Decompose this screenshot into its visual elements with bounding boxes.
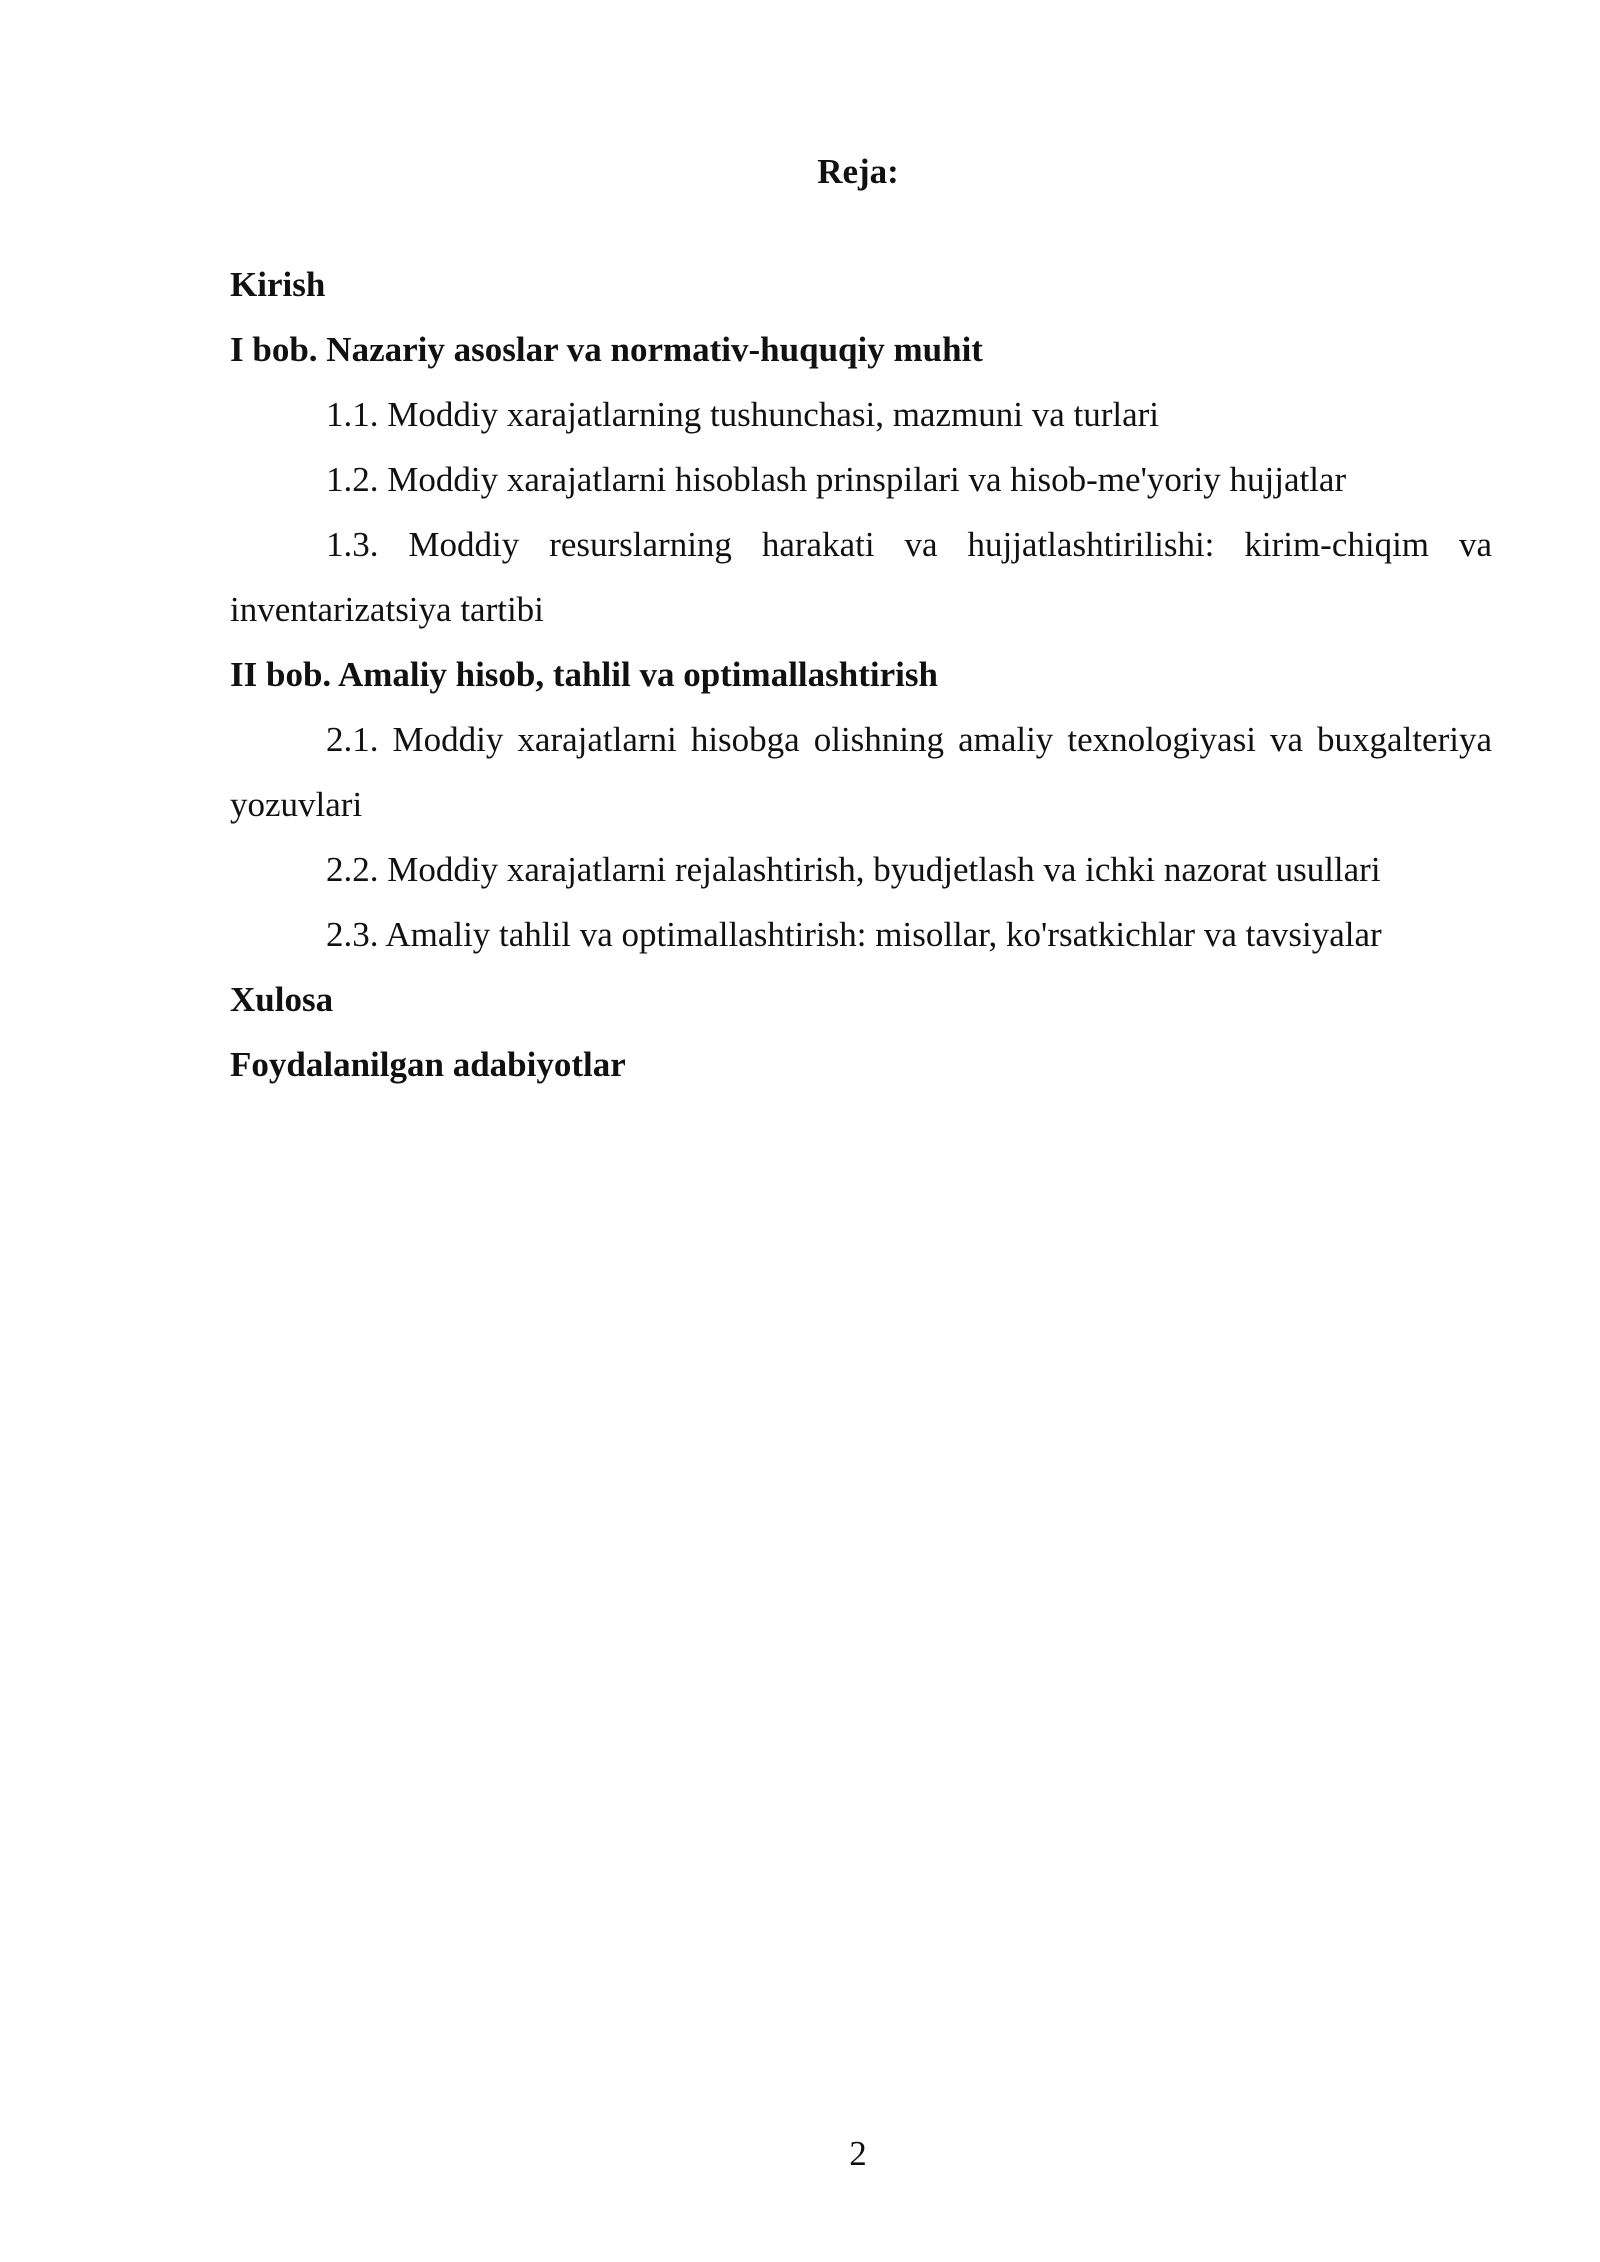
toc-section-1-1: 1.1. Moddiy xarajatlarning tushunchasi, mazmuni va turlari — [326, 395, 1159, 434]
toc-section-1-3: 1.3. Moddiy resurslarning harakati va hujjatlashtirilishi: kirim-chiqim va inventarizatsiya tartibi — [230, 525, 1492, 629]
page-number: 2 — [849, 2134, 867, 2173]
page-title: Reja: — [817, 152, 899, 191]
toc-section-2-3: 2.3. Amaliy tahlil va optimallashtirish: misollar, ko'rsatkichlar va tavsiyalar — [326, 915, 1382, 954]
table-of-contents — [230, 252, 1492, 1097]
toc-section-2-1: 2.1. Moddiy xarajatlarni hisobga olishning amaliy texnologiyasi va buxgalteriya yozuvlari — [230, 720, 1492, 824]
toc-entry-kirish: Kirish — [230, 265, 326, 304]
toc-section-1-2: 1.2. Moddiy xarajatlarni hisoblash prinspilari va hisob-me'yoriy hujjatlar — [326, 460, 1347, 499]
toc-entry-xulosa: Xulosa — [230, 980, 334, 1019]
toc-chapter-1: I bob. Nazariy asoslar va normativ-huquqiy muhit — [230, 330, 983, 369]
toc-chapter-2: II bob. Amaliy hisob, tahlil va optimallashtirish — [230, 655, 938, 694]
toc-entry-references: Foydalanilgan adabiyotlar — [230, 1045, 626, 1084]
toc-section-2-2: 2.2. Moddiy xarajatlarni rejalashtirish, byudjetlash va ichki nazorat usullari — [326, 850, 1381, 889]
